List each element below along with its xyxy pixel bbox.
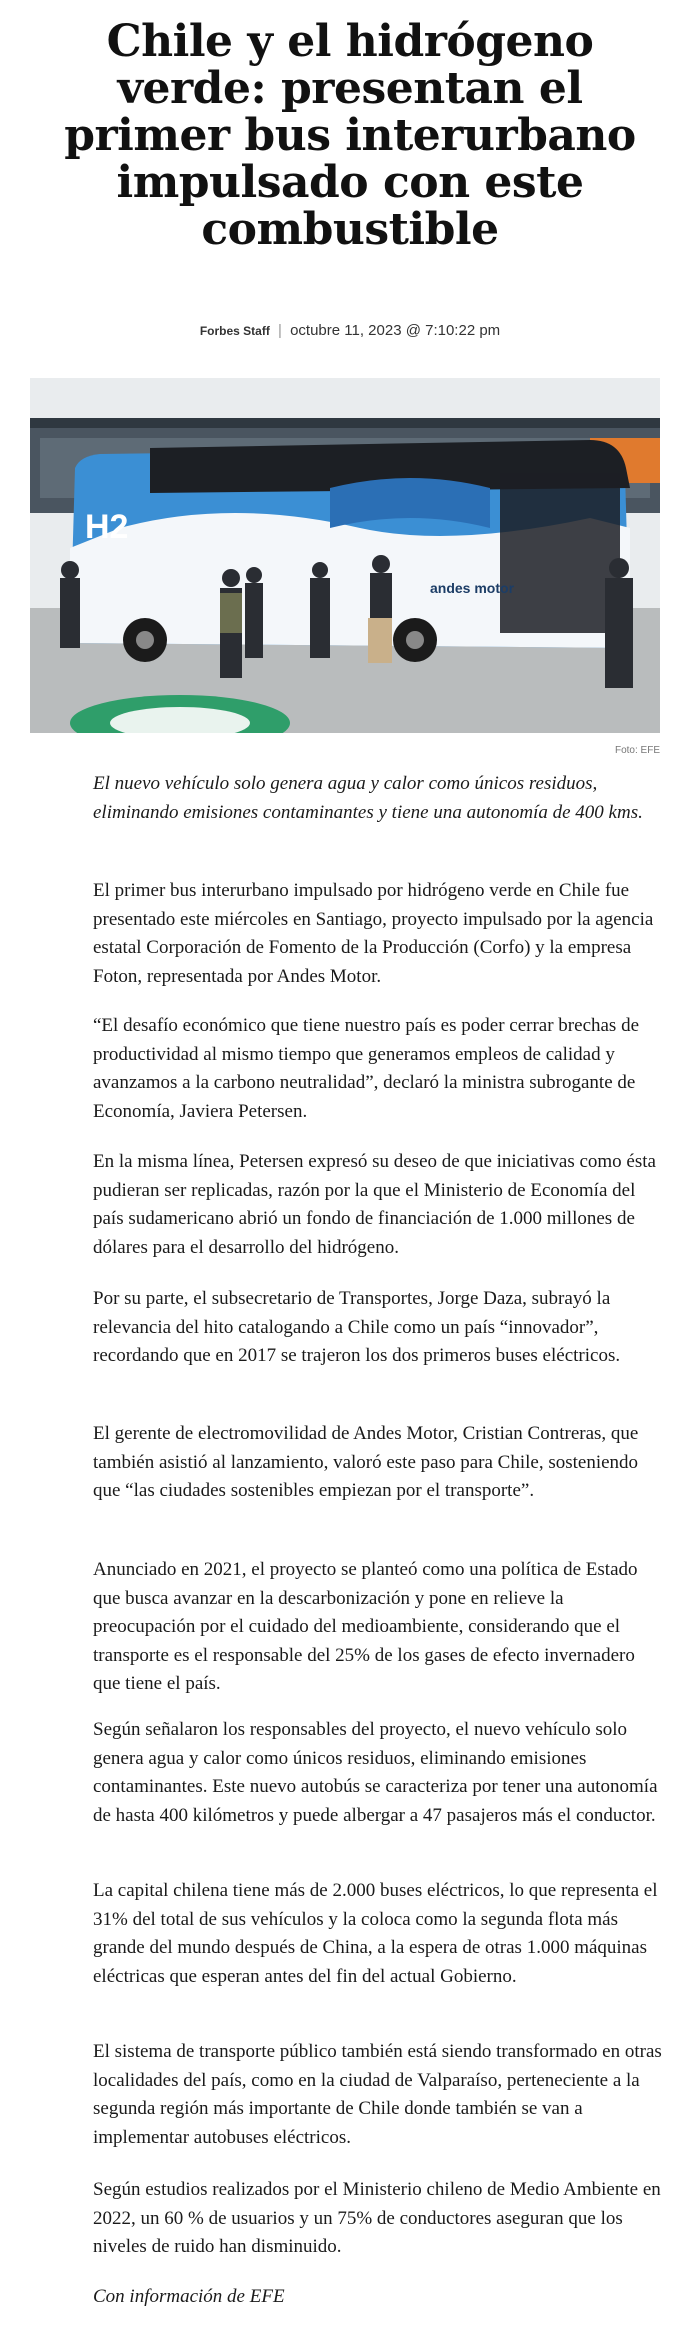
bus-h2-logo: H2 [85,508,129,546]
byline-separator: | [278,322,282,339]
article-lead: El nuevo vehículo solo genera agua y calor como únicos residuos, eliminando emisiones contaminantes y tiene una autonomía de 400 kms. [93,773,643,823]
article-paragraph: Según señalaron los responsables del proyecto, el nuevo vehículo solo genera agua y calor como únicos residuos, eliminando emisiones contaminantes. Este nuevo autobús se caracteriza por tener una autonomía de hasta 400 kilómetros y puede albergar a 47 pasajeros más el conductor. [93,1719,658,1826]
article-paragraph: “El desafío económico que tiene nuestro país es poder cerrar brechas de productividad al mismo tiempo que generamos empleos de calidad y avanzamos a la carbono neutralidad”, declaró la ministra subrogante de Economía, Javiera Petersen. [93,1015,640,1122]
article-paragraph: El gerente de electromovilidad de Andes Motor, Cristian Contreras, que también asistió al lanzamiento, valoró este paso para Chile, sosteniendo que “las ciudades sostenibles empiezan por el transporte”. [93,1423,639,1501]
article-paragraph: El sistema de transporte público también está siendo transformado en otras localidades del país, como en la ciudad de Valparaíso, perteneciente a la segunda región más importante de Chile donde también se van a implementar autobuses eléctricos. [93,2041,662,2148]
article-paragraph: En la misma línea, Petersen expresó su deseo de que iniciativas como ésta pudieran ser replicadas, razón por la que el Ministerio de Economía del país sudamericano abrió un fondo de financiación de 1.000 millones de dólares para el desarrollo del hidrógeno. [93,1151,656,1258]
article-paragraph: El primer bus interurbano impulsado por hidrógeno verde en Chile fue presentado este miércoles en Santiago, proyecto impulsado por la agencia estatal Corporación de Fomento de la Producción (Corfo) y la empresa Foton, representada por Andes Motor. [93,880,654,987]
byline-author[interactable]: Forbes Staff [199,324,270,338]
article-paragraph: Según estudios realizados por el Ministerio chileno de Medio Ambiente en 2022, un 60 % de usuarios y un 75% de conductores aseguran que los niveles de ruido han disminuido. [93,2179,661,2257]
photo-credit: Foto: EFE [614,745,660,756]
byline [0,322,700,339]
bus-brand-logo: andes motor [430,580,515,596]
article-headline: Chile y el hidrógeno verde: presentan el primer bus interurbano impulsado con este combustible [64,16,636,255]
article-signoff: Con información de EFE [93,2286,285,2307]
byline-date: octubre 11, 2023 @ 7:10:22 pm [290,322,501,339]
article-paragraph: Por su parte, el subsecretario de Transportes, Jorge Daza, subrayó la relevancia del hito catalogando a Chile como un país “innovador”, recordando que en 2017 se trajeron los dos primeros buses eléctricos. [93,1288,621,1366]
hero-image [30,378,660,733]
article-paragraph: La capital chilena tiene más de 2.000 buses eléctricos, lo que representa el 31% del total de sus vehículos y la coloca como la segunda flota más grande del mundo después de China, a la espera de otras 1.000 máquinas eléctricas que esperan antes del fin del actual Gobierno. [93,1880,658,1987]
article-paragraph: Anunciado en 2021, el proyecto se planteó como una política de Estado que busca avanzar en la descarbonización y pone en relieve la preocupación por el cuidado del medioambiente, considerando que el transporte es el responsable del 25% de los gases de efecto invernadero que tiene el país. [93,1559,638,1694]
